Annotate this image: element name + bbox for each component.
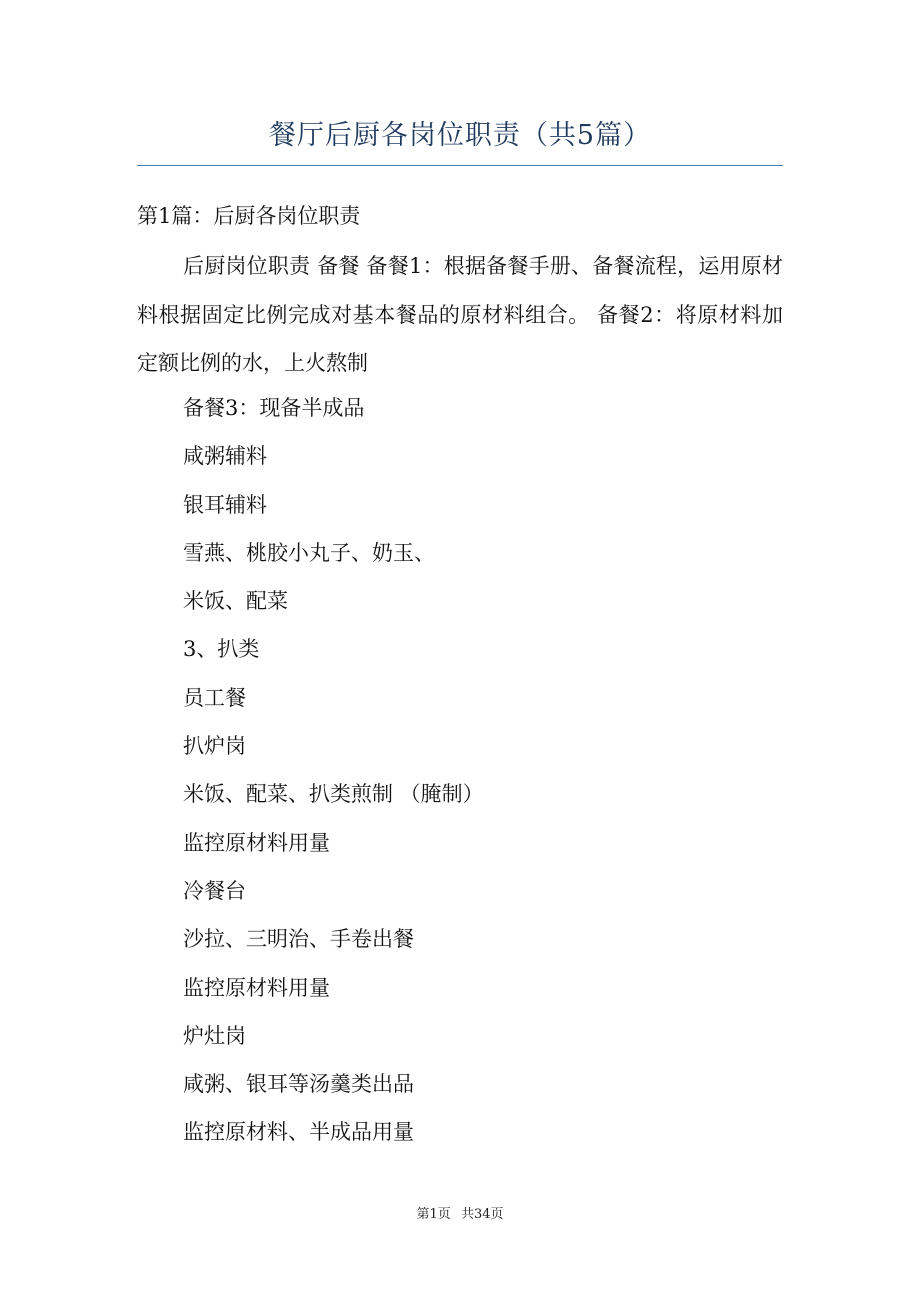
duty-line: 监控原材料、半成品用量	[183, 1120, 414, 1145]
section-heading: 第1篇：后厨各岗位职责	[137, 204, 361, 228]
duty-line: 员工餐	[183, 685, 246, 710]
duty-line: 扒炉岗	[183, 734, 246, 759]
duty-line: 米饭、配菜、扒类煎制 （腌制）	[183, 782, 484, 807]
duty-line: 沙拉、三明治、手卷出餐	[183, 927, 414, 952]
duty-line: 雪燕、桃胶小丸子、奶玉、	[183, 540, 435, 565]
duty-line: 备餐3：现备半成品	[183, 396, 365, 420]
document-title: 餐厅后厨各岗位职责（共5篇）	[268, 120, 652, 151]
page-number: 第1页	[416, 1207, 451, 1222]
duty-line: 炉灶岗	[183, 1023, 246, 1048]
intro-paragraph: 后厨岗位职责 备餐 备餐1：根据备餐手册、备餐流程，运用原材料根据固定比例完成对基本餐品的原材料组合。 备餐2：将原材料加定额比例的水，上火熬制	[137, 254, 783, 375]
duty-line: 3、扒类	[183, 637, 260, 662]
duty-line: 监控原材料用量	[183, 975, 330, 1000]
duty-line: 米饭、配菜	[183, 589, 288, 614]
duty-line: 咸粥辅料	[183, 444, 267, 469]
page-total: 共34页	[460, 1207, 504, 1222]
duty-lines	[183, 384, 484, 1157]
duty-line: 冷餐台	[183, 878, 246, 903]
page-footer	[0, 1203, 920, 1227]
duty-line: 银耳辅料	[183, 492, 267, 517]
duty-line: 咸粥、银耳等汤羹类出品	[183, 1072, 414, 1097]
title-divider	[137, 165, 783, 166]
duty-line: 监控原材料用量	[183, 830, 330, 855]
